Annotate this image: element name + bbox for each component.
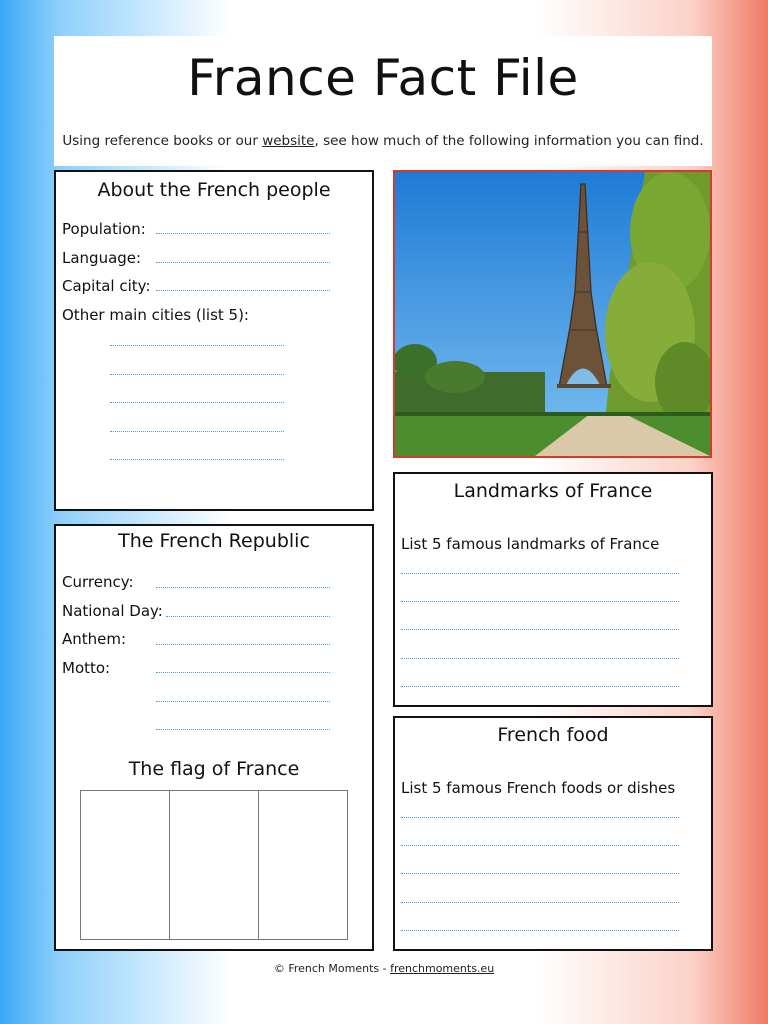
page-title: France Fact File [187,49,579,107]
city-line-2[interactable] [110,374,284,375]
copyright-text: © French Moments - [273,962,391,975]
motto-line-2[interactable] [156,701,330,702]
people-section [54,170,374,511]
landmark-line-2[interactable] [401,601,679,602]
city-line-4[interactable] [110,431,284,432]
footer-link[interactable]: frenchmoments.eu [390,962,495,975]
flag-stripe-2[interactable] [170,791,259,939]
landmark-line-1[interactable] [401,573,679,574]
landmark-line-5[interactable] [401,686,679,687]
people-heading: About the French people [97,179,331,201]
anthem-line[interactable] [156,644,330,645]
population-label: Population: [62,220,146,238]
national-day-label: National Day: [62,602,163,620]
food-line-1[interactable] [401,817,679,818]
food-line-5[interactable] [401,930,679,931]
population-line[interactable] [156,233,330,234]
currency-line[interactable] [156,587,330,588]
capital-label: Capital city: [62,277,151,295]
republic-heading: The French Republic [118,530,310,552]
landmarks-prompt: List 5 famous landmarks of France [401,535,660,553]
flag-drawing-area[interactable] [80,790,348,940]
food-prompt: List 5 famous French foods or dishes [401,779,676,797]
city-line-3[interactable] [110,402,284,403]
instructions-text-start: Using reference books or our [62,133,263,149]
landmarks-section [393,472,713,707]
food-line-4[interactable] [401,902,679,903]
flag-heading: The flag of France [128,758,300,780]
motto-line-3[interactable] [156,729,330,730]
flag-stripe-1[interactable] [81,791,170,939]
header [54,36,712,166]
food-line-3[interactable] [401,873,679,874]
instructions [54,132,712,150]
anthem-label: Anthem: [62,630,127,648]
language-line[interactable] [156,262,330,263]
city-line-5[interactable] [110,459,284,460]
landmarks-heading: Landmarks of France [453,480,653,502]
eiffel-tower-image [395,172,710,456]
food-section [393,716,713,951]
capital-line[interactable] [156,290,330,291]
city-line-1[interactable] [110,345,284,346]
website-link[interactable]: website [262,133,315,149]
instructions-text-end: , see how much of the following information you can find. [314,133,704,149]
food-heading: French food [497,724,609,746]
currency-label: Currency: [62,573,134,591]
motto-label: Motto: [62,659,111,677]
national-day-line[interactable] [166,616,330,617]
flag-stripe-3[interactable] [259,791,347,939]
landmark-line-3[interactable] [401,629,679,630]
other-cities-label: Other main cities (list 5): [62,306,249,324]
motto-line-1[interactable] [156,672,330,673]
landmark-line-4[interactable] [401,658,679,659]
language-label: Language: [62,249,142,267]
eiffel-tower-photo [393,170,712,458]
footer [0,962,768,975]
food-line-2[interactable] [401,845,679,846]
